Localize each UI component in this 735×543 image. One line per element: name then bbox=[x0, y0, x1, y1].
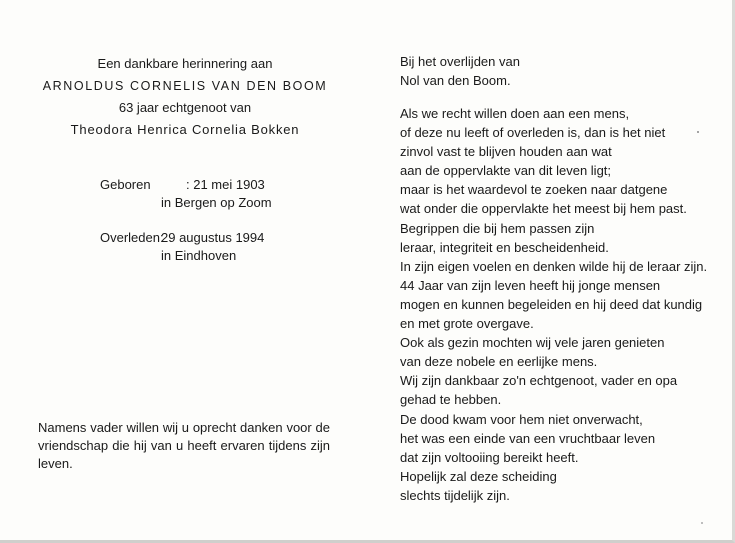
death-line bbox=[100, 229, 264, 247]
poem-line: en met grote overgave. bbox=[400, 316, 534, 332]
poem-line: Begrippen die bij hem passen zijn bbox=[400, 220, 595, 236]
poem-line: Ook als gezin mochten wij vele jaren genieten bbox=[400, 335, 665, 351]
poem-line: gehad te hebben. bbox=[400, 392, 502, 408]
poem-line: De dood kwam voor hem niet onverwacht, bbox=[400, 411, 643, 427]
marriage-years: 63 jaar echtgenoot van bbox=[118, 100, 252, 115]
poem-line: maar is het waardevol te zoeken naar datgene bbox=[400, 182, 668, 198]
poem-line: van deze nobele en eerlijke mens. bbox=[400, 354, 598, 370]
spouse-name: Theodora Henrica Cornelia Bokken bbox=[70, 122, 300, 137]
death-date: 29 augustus 1994 bbox=[161, 230, 265, 245]
poem-line: of deze nu leeft of overleden is, dan is het niet bbox=[400, 125, 666, 141]
poem-line: 44 Jaar van zijn leven heeft hij jonge mensen bbox=[400, 277, 661, 293]
death-label: Overleden: bbox=[100, 230, 164, 245]
intro-line: Bij het overlijden van bbox=[400, 54, 520, 69]
poem-line: leraar, integriteit en bescheidenheid. bbox=[400, 239, 609, 255]
birth-place: in Bergen op Zoom bbox=[161, 195, 272, 210]
thanks-paragraph bbox=[38, 419, 330, 473]
thanks-line: leven. bbox=[38, 456, 73, 471]
remembrance-heading: Een dankbare herinnering aan bbox=[97, 56, 273, 71]
poem-line: aan de oppervlakte van dit leven ligt; bbox=[400, 163, 612, 179]
scan-speck bbox=[697, 131, 699, 133]
death-place: in Eindhoven bbox=[161, 248, 237, 263]
poem-line: Als we recht willen doen aan een mens, bbox=[400, 106, 630, 121]
birth-label: Geboren bbox=[100, 177, 151, 192]
intro-block bbox=[400, 52, 520, 90]
intro-line: Nol van den Boom. bbox=[400, 73, 511, 88]
birth-date: : 21 mei 1903 bbox=[186, 177, 265, 192]
poem-line: Hopelijk zal deze scheiding bbox=[400, 468, 557, 484]
poem-line: zinvol vast te blijven houden aan wat bbox=[400, 144, 612, 160]
deceased-name: ARNOLDUS CORNELIS VAN DEN BOOM bbox=[42, 79, 328, 93]
poem-line: het was een einde van een vruchtbaar leven bbox=[400, 430, 656, 446]
poem-line: slechts tijdelijk zijn. bbox=[400, 487, 510, 503]
thanks-line: Namens vader willen wij u oprecht danken voor de bbox=[38, 420, 330, 435]
poem-line: mogen en kunnen begeleiden en hij deed dat kundig bbox=[400, 296, 703, 312]
thanks-line: vriendschap die hij van u heeft ervaren tijdens zijn bbox=[38, 438, 330, 453]
scan-speck bbox=[701, 522, 703, 524]
poem-line: dat zijn voltooiing bereikt heeft. bbox=[400, 449, 579, 465]
poem-line: wat onder die oppervlakte het meest bij hem past. bbox=[400, 201, 687, 217]
poem-line: Wij zijn dankbaar zo'n echtgenoot, vader en opa bbox=[400, 373, 678, 389]
poem-line: In zijn eigen voelen en denken wilde hij de leraar zijn. bbox=[400, 258, 708, 274]
poem bbox=[400, 104, 707, 505]
birth-line bbox=[100, 176, 265, 194]
